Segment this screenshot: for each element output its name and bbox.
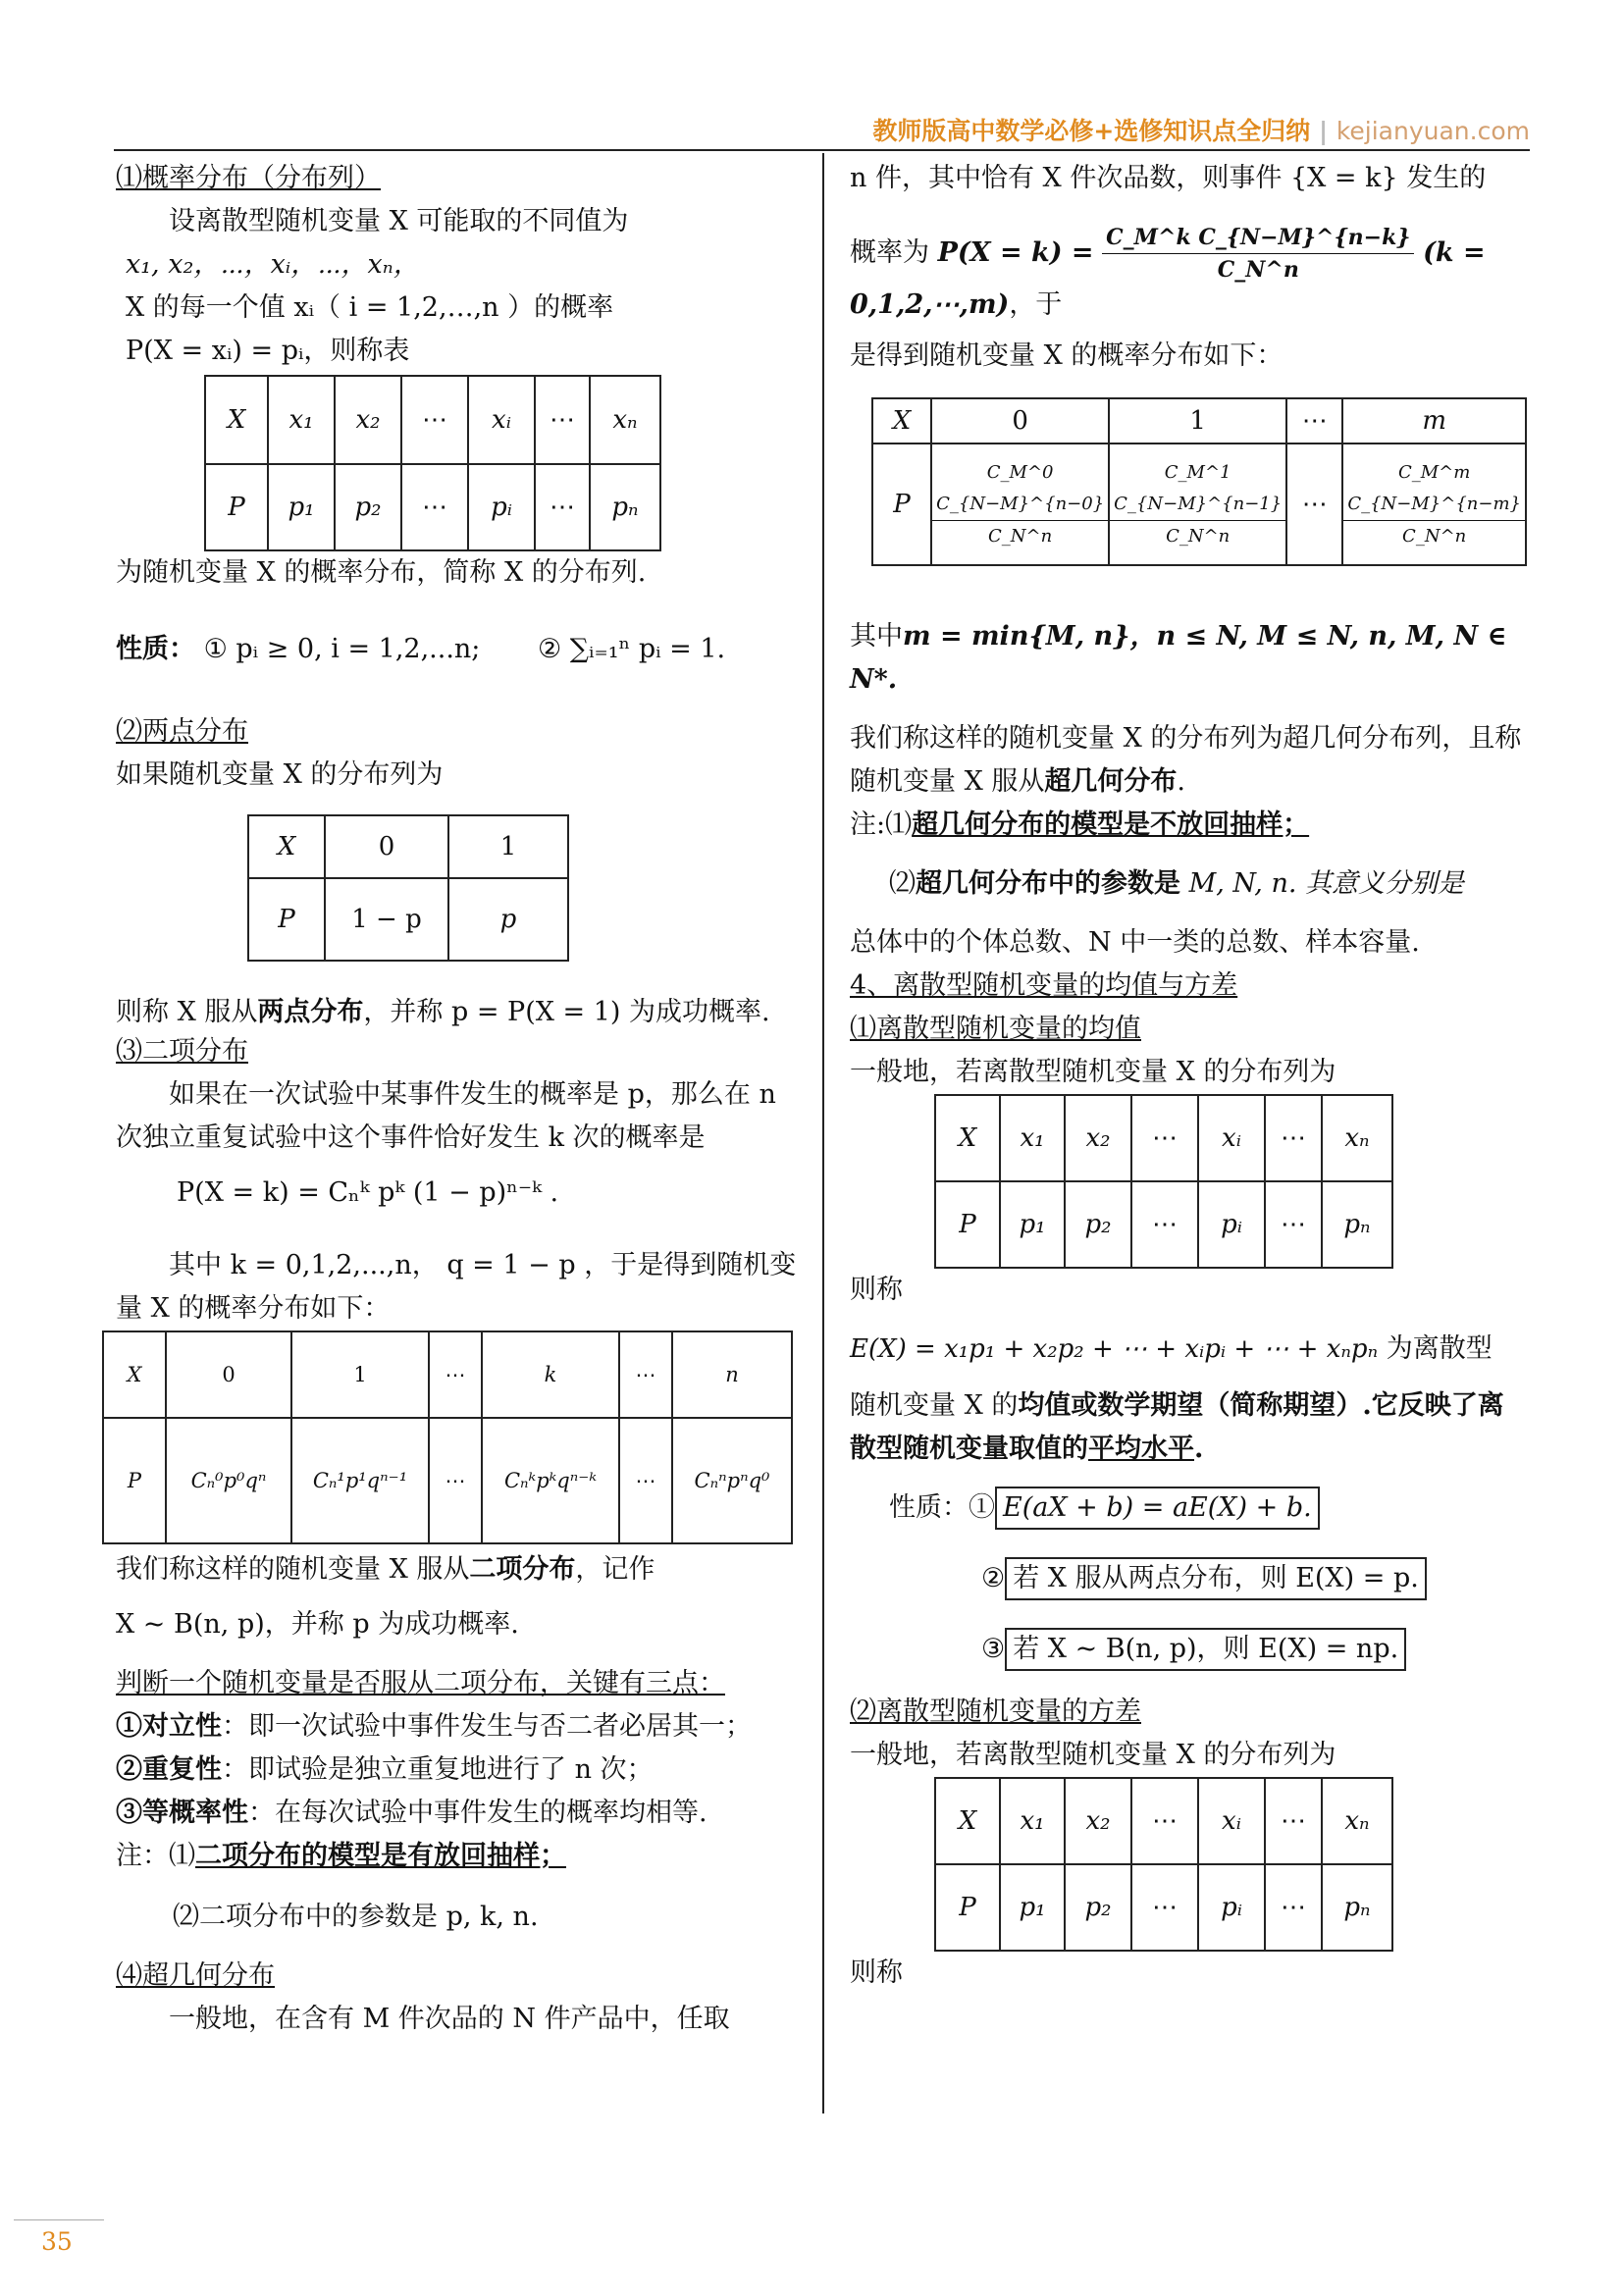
denominator: C_N^n [988,525,1053,547]
text: 概率为 [850,237,929,268]
paragraph: 总体中的个体总数、N 中一类的总数、样本容量. [850,927,1420,958]
section-title: ⑵两点分布 [116,716,248,747]
table-cell: ⋯ [535,376,590,464]
table-cell: ⋯ [429,1331,482,1418]
table-cell: ⋯ [619,1418,672,1543]
table-cell: ⋯ [619,1331,672,1418]
table-cell: 0 [325,815,448,878]
note [116,1835,805,1878]
text: 注：⑴ [116,1841,195,1871]
numerator: C_M^m C_{N−M}^{n−m} [1343,457,1525,521]
text: 则称 X 服从 [116,997,258,1027]
text: ，并称 p = P(X = 1) 为成功概率. [363,997,770,1027]
hypergeometric-table [871,397,1527,566]
formula-lhs: P(X = k) = [937,237,1094,268]
text: . [1194,1434,1204,1464]
mean-property [850,1557,1527,1600]
table-cell: ⋯ [1286,444,1342,565]
table-cell: ⋯ [1131,1181,1198,1268]
note [850,862,1527,906]
text: ：即试验是独立重复地进行了 n 次； [222,1754,654,1785]
prop-1: ① pᵢ ≥ 0, i = 1,2,...n; [203,634,481,664]
table-cell: P [205,464,268,550]
table-cell: X [248,815,325,878]
table-cell: P [935,1864,1000,1951]
table-cell: ⋯ [1265,1181,1322,1268]
prop-2: ② ∑ᵢ₌₁ⁿ pᵢ = 1. [538,634,726,664]
denominator: C_N^n [1166,525,1231,547]
table-cell: xᵢ [1198,1095,1265,1181]
mean-property [850,1628,1527,1671]
term-two-point: 两点分布 [257,997,364,1027]
header-divider [114,149,1530,151]
table-cell: p₁ [1000,1864,1065,1951]
text: 我们称这样的随机变量 X 的分布列为超几何分布列，且称随机变量 X 服从 [850,723,1522,797]
key-point [116,1705,805,1748]
numerator: C_M^0 C_{N−M}^{n−0} [932,457,1108,521]
note [850,804,1527,847]
text: 我们称这样的随机变量 X 服从 [116,1554,470,1585]
paragraph: 设离散型随机变量 X 可能取的不同值为 [169,206,629,236]
paragraph: x₁, x₂，⋯，xᵢ，⋯，xₙ， [126,249,420,280]
table-cell: 1 [291,1331,429,1418]
paragraph: 一般地，若离散型随机变量 X 的分布列为 [850,1057,1336,1087]
table-cell: p [448,878,568,961]
variance-distribution-table [934,1777,1393,1952]
section-title: ⑷超几何分布 [116,1960,275,1991]
section-title: ⑴概率分布（分布列） [116,163,381,193]
term-binomial: 二项分布 [469,1554,576,1585]
table-cell: n [672,1331,792,1418]
table-cell: ⋯ [429,1418,482,1543]
table-cell: x₁ [1000,1095,1065,1181]
text: 为离散型 [1378,1333,1493,1364]
section-title: ⑵离散型随机变量的方差 [850,1696,1141,1727]
paragraph [850,1384,1527,1471]
text: ③ [981,1634,1006,1664]
header-site: kejianyuan.com [1336,117,1530,145]
table-cell: Cₙⁿpⁿq⁰ [672,1418,792,1543]
text: 性质：① [889,1492,995,1523]
table-cell: pᵢ [468,464,535,550]
numerator: C_M^k C_{N−M}^{n−k} [1102,222,1414,254]
distribution-table [204,375,661,551]
formula: ，n ≤ N, M ≤ N, n, M, N ∈ N*. [850,621,1507,695]
paragraph: n 件，其中恰有 X 件次品数，则事件 {X = k} 发生的 [850,163,1487,193]
fraction [1102,222,1414,286]
table-cell: xₙ [1322,1095,1392,1181]
expectation-formula [850,1328,1527,1371]
table-cell [1109,444,1286,565]
table-cell: Cₙ⁰p⁰qⁿ [166,1418,291,1543]
binomial-table [102,1331,793,1544]
paragraph: 其中 k = 0,1,2,...,n， q = 1 − p ，于是得到随机变量 X 的概率分布如下： [116,1250,797,1324]
table-cell [1342,444,1526,565]
table-cell: pₙ [590,464,660,550]
table-cell: x₁ [268,376,335,464]
table-cell: P [103,1418,166,1543]
table-cell: P [248,878,325,961]
paragraph: 是得到随机变量 X 的概率分布如下： [850,340,1283,371]
table-cell: p₁ [268,464,335,550]
table-cell: ⋯ [1131,1095,1198,1181]
prop-label: 性质： [116,634,195,664]
section-title: 4、离散型随机变量的均值与方差 [850,970,1238,1001]
table-cell: ⋯ [401,376,468,464]
footer-divider [14,2219,104,2220]
binomial-formula: P(X = k) = Cₙᵏ pᵏ (1 − p)ⁿ⁻ᵏ . [177,1177,559,1208]
key-point [116,1792,805,1835]
section-title: ⑶二项分布 [116,1036,248,1067]
term: ③等概率性 [116,1798,248,1828]
mean-property [850,1487,1527,1530]
text: 注:⑴ [850,809,913,840]
text: ，记作 [575,1554,655,1585]
table-cell: x₂ [1065,1778,1131,1864]
table-cell [931,444,1109,565]
paragraph: X 的每一个值 xᵢ（ i = 1,2,…,n ）的概率 [126,292,614,323]
table-cell: 1 − p [325,878,448,961]
page-number: 35 [41,2227,73,2256]
paragraph: P(X = xᵢ) = pᵢ，则称表 [126,336,410,366]
numerator: C_M^1 C_{N−M}^{n−1} [1110,457,1285,521]
table-cell: x₂ [335,376,401,464]
text: . [1177,766,1185,797]
table-cell: xᵢ [468,376,535,464]
paragraph [850,717,1527,804]
boxed-formula: 若 X 服从两点分布，则 E(X) = p. [1005,1557,1427,1600]
table-cell: k [482,1331,619,1418]
table-cell: x₂ [1065,1095,1131,1181]
paragraph: 判断一个随机变量是否服从二项分布，关键有三点： [116,1668,725,1698]
table-cell: X [205,376,268,464]
table-cell: X [935,1778,1000,1864]
text: M, N, n. 其意义分别是 [1180,868,1465,899]
table-cell: X [872,398,931,444]
text: ，于 [1009,289,1063,320]
table-cell: xᵢ [1198,1778,1265,1864]
term-average-level: 平均水平 [1088,1434,1194,1464]
formula: E(X) = x₁p₁ + x₂p₂ + ⋯ + xᵢpᵢ + ⋯ + xₙpₙ [850,1334,1379,1364]
table-cell: p₂ [1065,1864,1131,1951]
term-hypergeometric: 超几何分布 [1044,766,1178,797]
paragraph: 则称 [850,1275,903,1305]
text: ⑵ [889,868,916,899]
header-title: 教师版高中数学必修+选修知识点全归纳 [872,117,1311,145]
table-cell: Cₙ¹p¹qⁿ⁻¹ [291,1418,429,1543]
table-cell: P [872,444,931,565]
note: ⑵二项分布中的参数是 p, k, n. [173,1902,539,1932]
note-emphasis: 超几何分布的模型是不放回抽样； [912,809,1310,840]
boxed-formula: 若 X ~ B(n, p)，则 E(X) = np. [1005,1628,1406,1671]
text: ：即一次试验中事件发生与否二者必居其一； [222,1711,752,1742]
table-cell: 0 [166,1331,291,1418]
table-cell: ⋯ [1265,1778,1322,1864]
table-cell: X [103,1331,166,1418]
table-cell: ⋯ [1286,398,1342,444]
denominator: C_N^n [1217,257,1299,283]
formula-range: (k = 0,1,2,⋯,m) [850,237,1486,320]
paragraph: 如果在一次试验中某事件发生的概率是 p，那么在 n 次独立重复试验中这个事件恰好发生 k 次的概率是 [116,1079,776,1153]
paragraph [116,995,805,1030]
table-cell: 1 [448,815,568,878]
table-cell: xₙ [590,376,660,464]
table-cell: ⋯ [535,464,590,550]
table-cell: Cₙᵏpᵏqⁿ⁻ᵏ [482,1418,619,1543]
table-cell: ⋯ [401,464,468,550]
hypergeometric-formula [850,222,1527,325]
left-column [116,157,805,2041]
properties [116,628,805,671]
table-cell: p₂ [335,464,401,550]
denominator: C_N^n [1402,525,1467,547]
mean-distribution-table [934,1094,1393,1269]
table-cell: 0 [931,398,1109,444]
page-header: 教师版高中数学必修+选修知识点全归纳 | kejianyuan.com [872,117,1530,145]
paragraph: 为随机变量 X 的概率分布，简称 X 的分布列. [116,557,647,588]
column-divider [822,153,824,2113]
term: ②重复性 [116,1754,222,1785]
table-cell: X [935,1095,1000,1181]
table-cell: pᵢ [1198,1181,1265,1268]
paragraph: 一般地，在含有 M 件次品的 N 件产品中，任取 [169,2004,730,2034]
paragraph: 一般地，若离散型随机变量 X 的分布列为 [850,1740,1336,1770]
table-cell: p₂ [1065,1181,1131,1268]
text: ：在每次试验中事件发生的概率均相等. [248,1798,707,1828]
term: ①对立性 [116,1711,222,1742]
table-cell: x₁ [1000,1778,1065,1864]
table-cell: pₙ [1322,1864,1392,1951]
paragraph: 则称 [850,1957,903,1988]
boxed-formula: E(aX + b) = aE(X) + b. [995,1487,1320,1530]
section-title: ⑴离散型随机变量的均值 [850,1014,1141,1044]
formula: m = min{M, n} [903,621,1130,652]
note-emphasis: 二项分布的模型是有放回抽样； [195,1841,566,1871]
table-cell: pᵢ [1198,1864,1265,1951]
table-cell: p₁ [1000,1181,1065,1268]
table-cell: m [1342,398,1526,444]
table-cell: ⋯ [1131,1864,1198,1951]
table-cell: xₙ [1322,1778,1392,1864]
note-emphasis: 超几何分布中的参数是 [916,868,1180,899]
text: 其中 [850,621,903,652]
right-column [850,157,1527,1995]
term-expectation: 均值或数学期望（简称期望）.它反映了离散型随机变量取值的 [850,1390,1504,1464]
paragraph: 如果随机变量 X 的分布列为 [116,759,444,790]
table-cell: ⋯ [1131,1778,1198,1864]
table-cell: P [935,1181,1000,1268]
paragraph: X ~ B(n, p)，并称 p 为成功概率. [116,1609,519,1640]
two-point-table [247,814,569,962]
table-cell: ⋯ [1265,1095,1322,1181]
paragraph [116,1548,805,1592]
text: 随机变量 X 的 [850,1390,1019,1421]
text: ② [981,1563,1006,1593]
table-cell: ⋯ [1265,1864,1322,1951]
paragraph [850,615,1527,702]
key-point [116,1748,805,1792]
table-cell: 1 [1109,398,1286,444]
table-cell: pₙ [1322,1181,1392,1268]
